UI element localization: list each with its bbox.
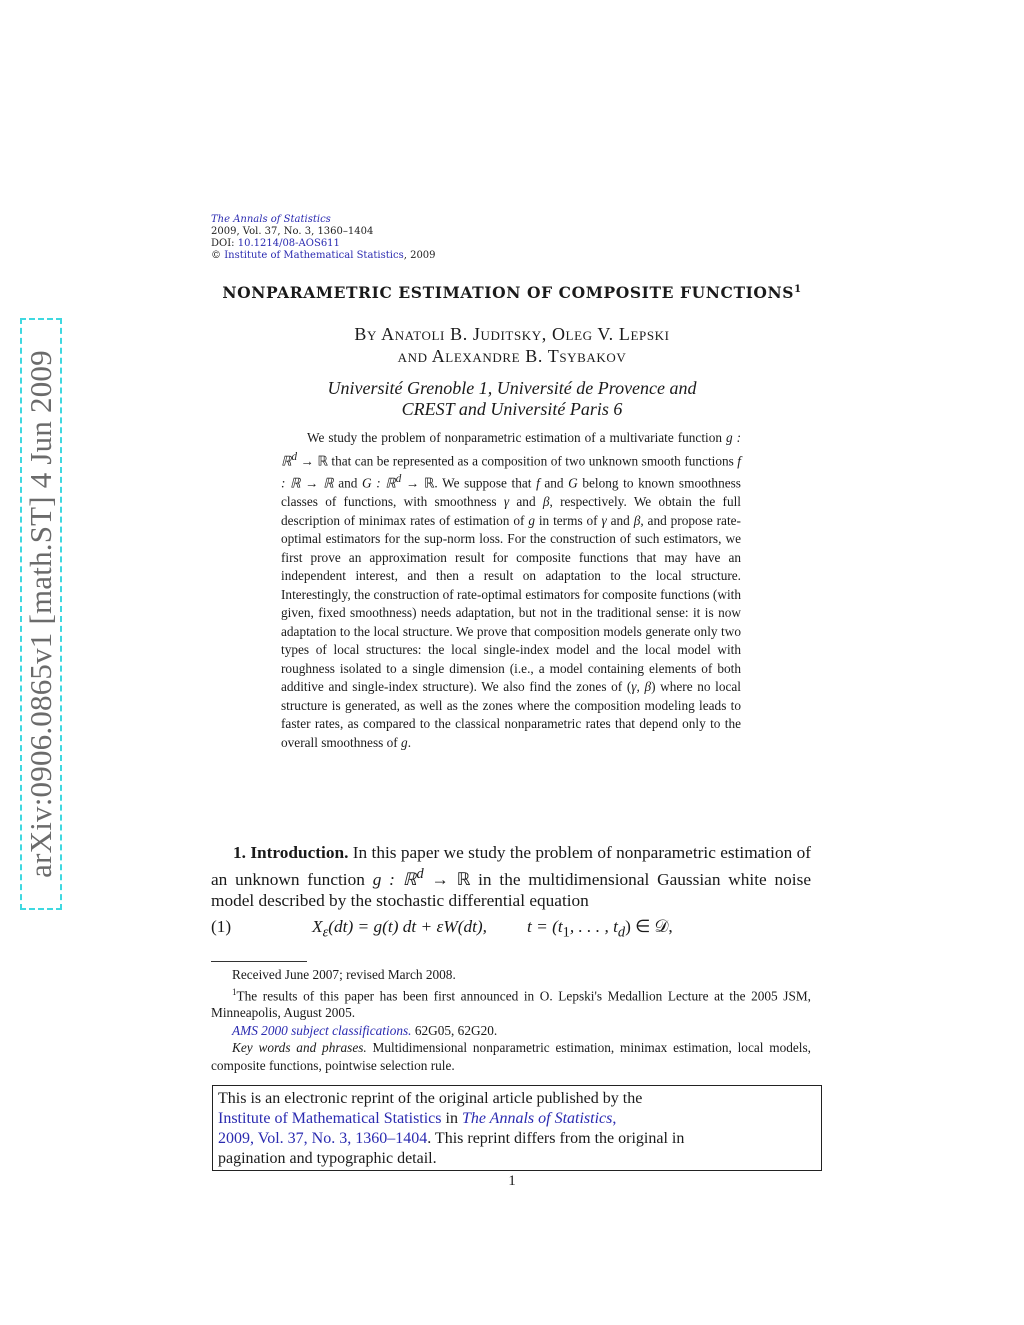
received-note: Received June 2007; revised March 2008.	[232, 967, 456, 982]
title-text: NONPARAMETRIC ESTIMATION OF COMPOSITE FUNCTIONS	[222, 283, 795, 302]
introduction-paragraph: 1. Introduction. In this paper we study the problem of nonparametric estimation of an unknown function g : ℝ$^d$ → ℝ in the multidimensional Gaussian white noise model described by the stochastic differential equation	[211, 843, 812, 910]
authors-line-1: By Anatoli B. Juditsky, Oleg V. Lepski	[354, 324, 670, 344]
doi-link[interactable]: 10.1214/08-AOS611	[237, 238, 340, 249]
footnotes	[211, 966, 811, 1074]
doi-label: DOI:	[211, 238, 238, 249]
equation-1	[211, 917, 811, 939]
copyright-year: , 2009	[403, 250, 436, 261]
publisher-link[interactable]: Institute of Mathematical Statistics	[224, 250, 404, 261]
abstract	[281, 429, 741, 752]
journal-name-link[interactable]: The Annals of Statistics	[211, 214, 331, 225]
footnote-1-mark: 1	[232, 986, 237, 997]
paper-title	[0, 283, 1024, 302]
title-footnote-mark: 1	[794, 283, 802, 295]
reprint-publisher-link[interactable]: Institute of Mathematical Statistics	[218, 1110, 442, 1127]
reprint-line-2: Institute of Mathematical Statistics in The Annals of Statistics,	[218, 1110, 617, 1127]
introduction-section	[211, 842, 811, 911]
reprint-line-4: pagination and typographic detail.	[218, 1150, 437, 1167]
affiliation-line-2: CREST and Université Paris 6	[401, 399, 623, 419]
copyright-icon: ©	[211, 250, 221, 261]
keywords-note: Key words and phrases. Multidimensional nonparametric estimation, minimax estimation, local models, composite functions, pointwise selection rule.	[211, 1040, 811, 1073]
authors	[0, 323, 1024, 367]
abstract-paragraph: We study the problem of nonparametric estimation of a multivariate function g : ℝ$^d$ → ℝ that can be represented as a composition of two unknown smooth functions f : ℝ → ℝ and G : ℝ$^d$ → ℝ. We suppose that f and G belong to known smoothness classes of functions, with smoothness γ and β, respectively. We obtain the full description of minimax rates of estimation of g in terms of γ and β, and propose rate-optimal estimators for the sup-norm loss. For the construction of such estimators, we first prove an approximation result for composite functions that may have an independent interest, and then a result on adaptation to the local structure. Interestingly, the construction of rate-optimal estimators for composite functions (with given, fixed smoothness) needs adaptation, but not in the traditional sense: it is now adaptation to the local structure. We prove that composition models generate only two types of local structures: the local single-index model and the local model with roughness isolated to a single dimension (i.e., a model containing elements of both additive and single-index structure). We also find the zones of (γ, β) where no local structure is generated, as well as the zones where the composition modeling leads to faster rates, as compared to the classical nonparametric rates that depend only to the overall smoothness of g.	[281, 430, 741, 750]
affiliation	[0, 378, 1024, 420]
equation-number: (1)	[211, 917, 232, 936]
journal-volume: 2009, Vol. 37, No. 3, 1360–1404	[211, 226, 374, 237]
footnote-divider	[211, 961, 307, 962]
arxiv-stamp-text: arXiv:0906.0865v1 [math.ST] 4 Jun 2009	[23, 350, 58, 878]
keywords-label: Key words and phrases.	[232, 1040, 367, 1056]
reprint-notice-box	[212, 1085, 822, 1171]
journal-header	[211, 214, 436, 262]
section-heading: 1. Introduction.	[233, 843, 349, 862]
page-number: 1	[508, 1173, 516, 1189]
footnote-1: $^1$The results of this paper has been first announced in O. Lepski's Medallion Lecture at the 2005 JSM, Minneapolis, August 2005.	[211, 986, 811, 1021]
reprint-citation-link[interactable]: 2009, Vol. 37, No. 3, 1360–1404	[218, 1130, 428, 1147]
affiliation-line-1: Université Grenoble 1, Université de Provence and	[327, 378, 697, 398]
msc-note: AMS 2000 subject classifications. 62G05, 62G20.	[232, 1022, 498, 1038]
reprint-line-3: 2009, Vol. 37, No. 3, 1360–1404. This reprint differs from the original in	[218, 1130, 685, 1147]
reprint-journal-link[interactable]: The Annals of Statistics	[461, 1110, 613, 1127]
msc-link[interactable]: AMS 2000 subject classifications.	[232, 1022, 412, 1038]
reprint-line-1: This is an electronic reprint of the original article published by the	[218, 1090, 643, 1107]
authors-line-2: and Alexandre B. Tsybakov	[397, 346, 627, 366]
equation-body: $X_\varepsilon(dt) = g(t)$ dt + εW(dt), $t = (t_1$, . . . , $t_d$) ∈ 𝒟,	[312, 917, 673, 941]
